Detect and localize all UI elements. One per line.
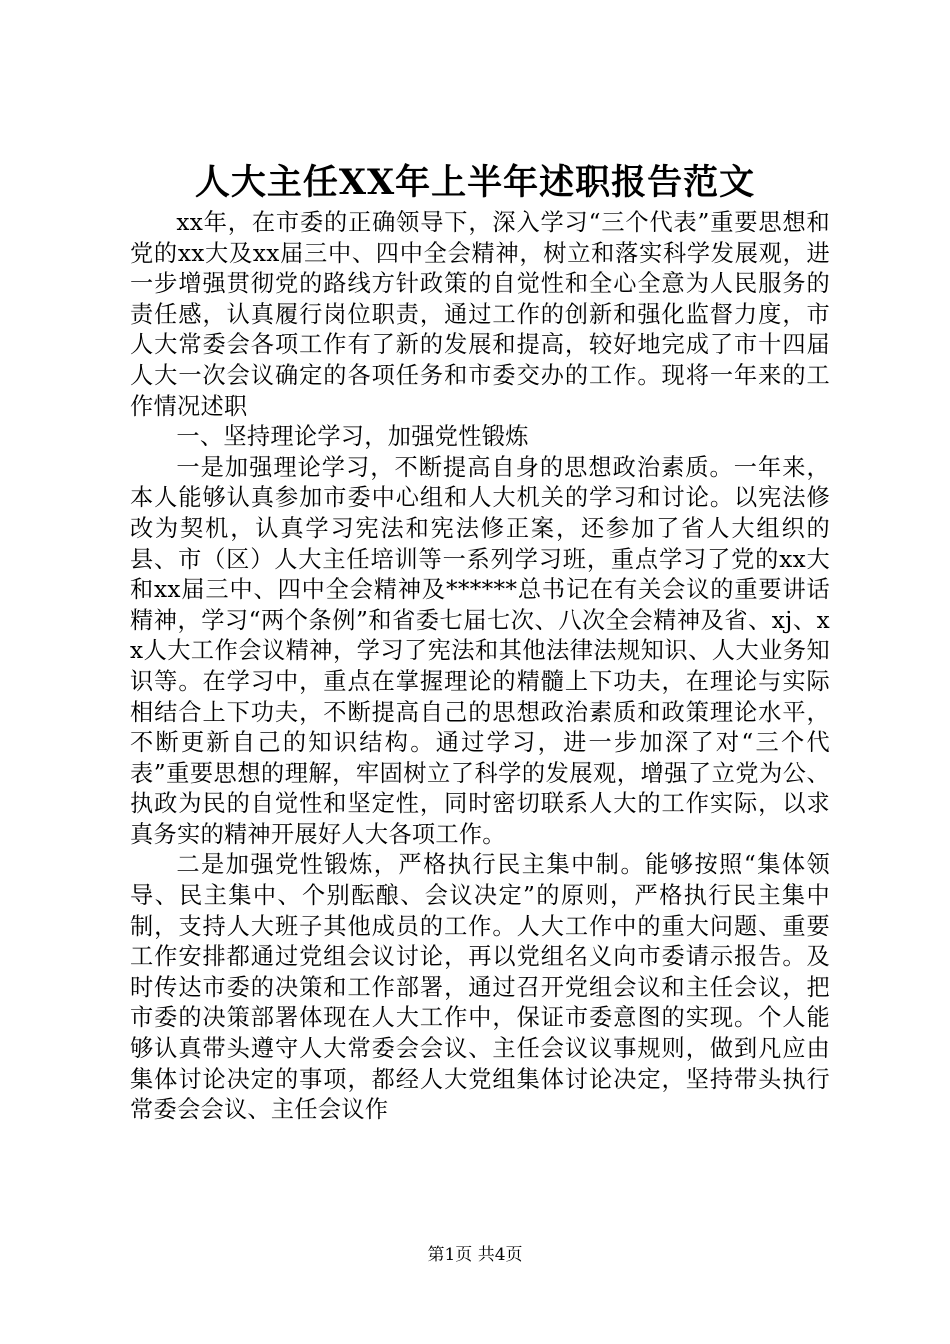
paragraph-party-discipline: 二是加强党性锻炼，严格执行民主集中制。能够按照“集体领导、民主集中、个别酝酿、会议决定”的原则，严格执行民主集中制，支持人大班子其他成员的工作。人大工作中的重大问题、重要工作安排都通过党组会议讨论，再以党组名义向市委请示报告。及时传达市委的决策和工作部署，通过召开党组会议和主任会议，把市委的决策部署体现在人大工作中，保证市委意图的实现。个人能够认真带头遵守人大常委会会议、主任会议议事规则，做到凡应由集体讨论决定的事项，都经人大党组集体讨论决定，坚持带头执行常委会会议、主任会议作 (130, 851, 830, 1124)
page-number-footer: 第1页 共4页 (427, 1245, 523, 1265)
document-body (130, 208, 830, 1126)
paragraph-intro: xx年，在市委的正确领导下，深入学习“三个代表”重要思想和党的xx大及xx届三中、四中全会精神，树立和落实科学发展观，进一步增强贯彻党的路线方针政策的自觉性和全心全意为人民服务的责任感，认真履行岗位职责，通过工作的创新和强化监督力度，市人大常委会各项工作有了新的发展和提高，较好地完成了市十四届人大一次会议确定的各项任务和市委交办的工作。现将一年来的工作情况述职 (130, 209, 830, 420)
document-title: 人大主任XX年上半年述职报告范文 (194, 162, 756, 203)
paragraph-theory-study: 一是加强理论学习，不断提高自身的思想政治素质。一年来，本人能够认真参加市委中心组和人大机关的学习和讨论。以宪法修改为契机，认真学习宪法和宪法修正案，还参加了省人大组织的县、市（区）人大主任培训等一系列学习班，重点学习了党的xx大和xx届三中、四中全会精神及******总书记在有关会议的重要讲话精神，学习“两个条例”和省委七届七次、八次全会精神及省、xj、xx人大工作会议精神，学习了宪法和其他法律法规知识、人大业务知识等。在学习中，重点在掌握理论的精髓上下功夫，在理论与实际相结合上下功夫，不断提高自己的思想政治素质和政策理论水平，不断更新自己的知识结构。通过学习，进一步加深了对“三个代表”重要思想的理解，牢固树立了科学的发展观，增强了立党为公、执政为民的自觉性和坚定性，同时密切联系人大的工作实际，以求真务实的精神开展好人大各项工作。 (130, 453, 830, 848)
section-heading-1: 一、坚持理论学习，加强党性锻炼 (176, 423, 529, 451)
